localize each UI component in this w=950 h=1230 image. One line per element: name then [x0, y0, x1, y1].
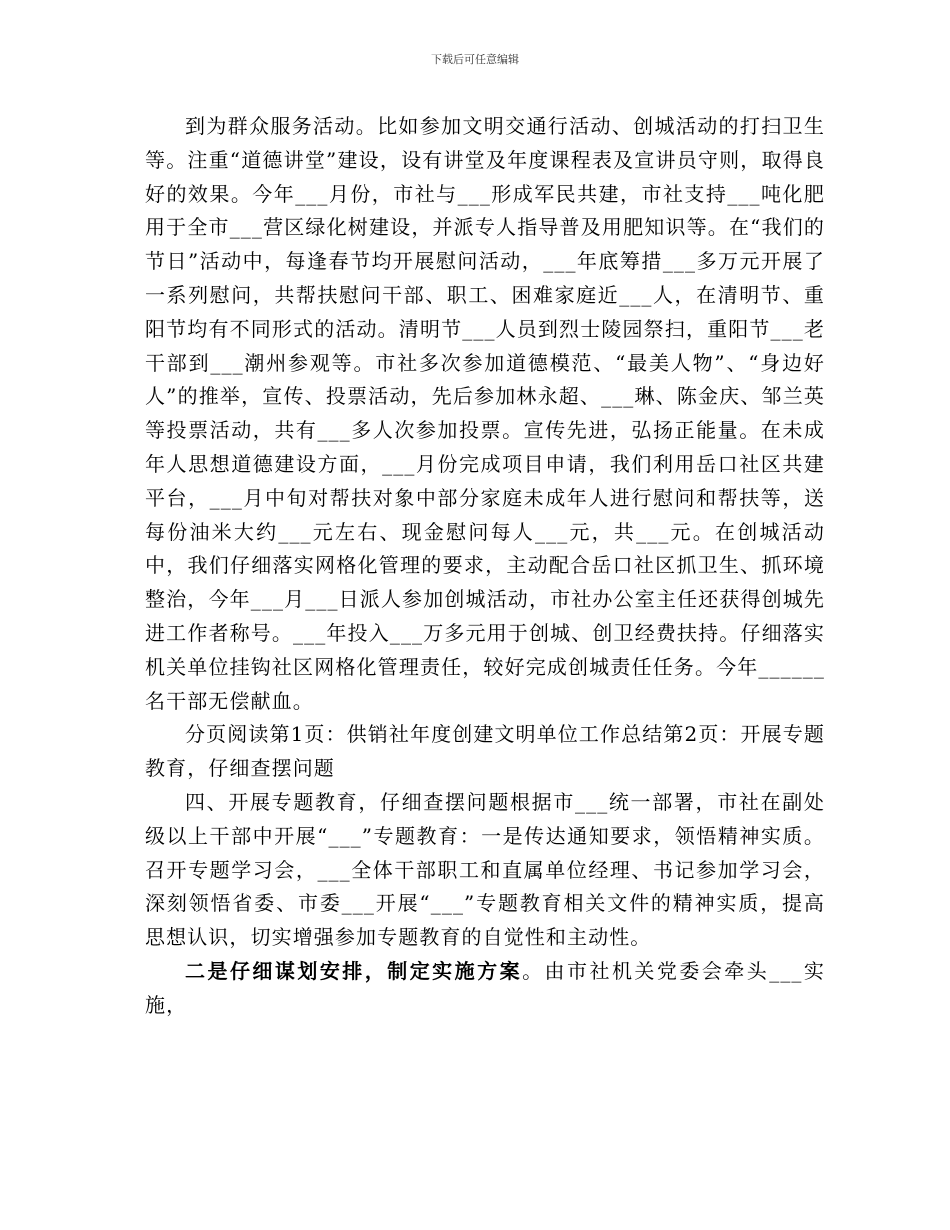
paragraph-page-navigation: 分页阅读第1页：供销社年度创建文明单位工作总结第2页：开展专题教育，仔细查摆问题 — [145, 722, 825, 781]
paragraph-continuation: 。由市社机关党委会牵头___实施， — [145, 958, 826, 1017]
paragraph-implementation-plan — [145, 955, 825, 1023]
bold-lead-text: 二是仔细谋划安排，制定实施方案 — [185, 958, 523, 983]
page-header: 下载后可任意编辑 — [431, 53, 519, 66]
paragraph-special-education: 四、开展专题教育，仔细查摆问题根据市___统一部署，市社在副处级以上干部中开展“___”专题教育：一是传达通知要求，领悟精神实质。召开专题学习会，___全体干部职工和直属单位经理、书记参加学习会，深刻领悟省委、市委___开展“___”专题教育相关文件的精神实质，提高思想认识，切实增强参加专题教育的自觉性和主动性。 — [145, 789, 825, 950]
paragraph-civic-activities: 到为群众服务活动。比如参加文明交通行活动、创城活动的打扫卫生等。注重“道德讲堂”建设，设有讲堂及年度课程表及宣讲员守则，取得良好的效果。今年___月份，市社与___形成军民共建，市社支持___吨化肥用于全市___营区绿化树建设，并派专人指导普及用肥知识等。在“我们的节日”活动中，每逢春节均开展慰问活动，___年底筹措___多万元开展了一系列慰问，共帮扶慰问干部、职工、困难家庭近___人，在清明节、重阳节均有不同形式的活动。清明节___人员到烈士陵园祭扫，重阳节___老干部到___潮州参观等。市社多次参加道德模范、“最美人物”、“身边好人”的推举，宣传、投票活动，先后参加林永超、___琳、陈金庆、邹兰英等投票活动，共有___多人次参加投票。宣传先进，弘扬正能量。在未成年人思想道德建设方面，___月份完成项目申请，我们利用岳口社区共建平台，___月中旬对帮扶对象中部分家庭未成年人进行慰问和帮扶等，送每份油米大约___元左右、现金慰问每人___元，共___元。在创城活动中，我们仔细落实网格化管理的要求，主动配合岳口社区抓卫生、抓环境整治，今年___月___日派人参加创城活动，市社办公室主任还获得创城先进工作者称号。___年投入___万多元用于创城、创卫经费扶持。仔细落实机关单位挂钩社区网格化管理责任，较好完成创城责任任务。今年______名干部无偿献血。 — [145, 114, 825, 713]
document-body — [145, 110, 825, 1023]
